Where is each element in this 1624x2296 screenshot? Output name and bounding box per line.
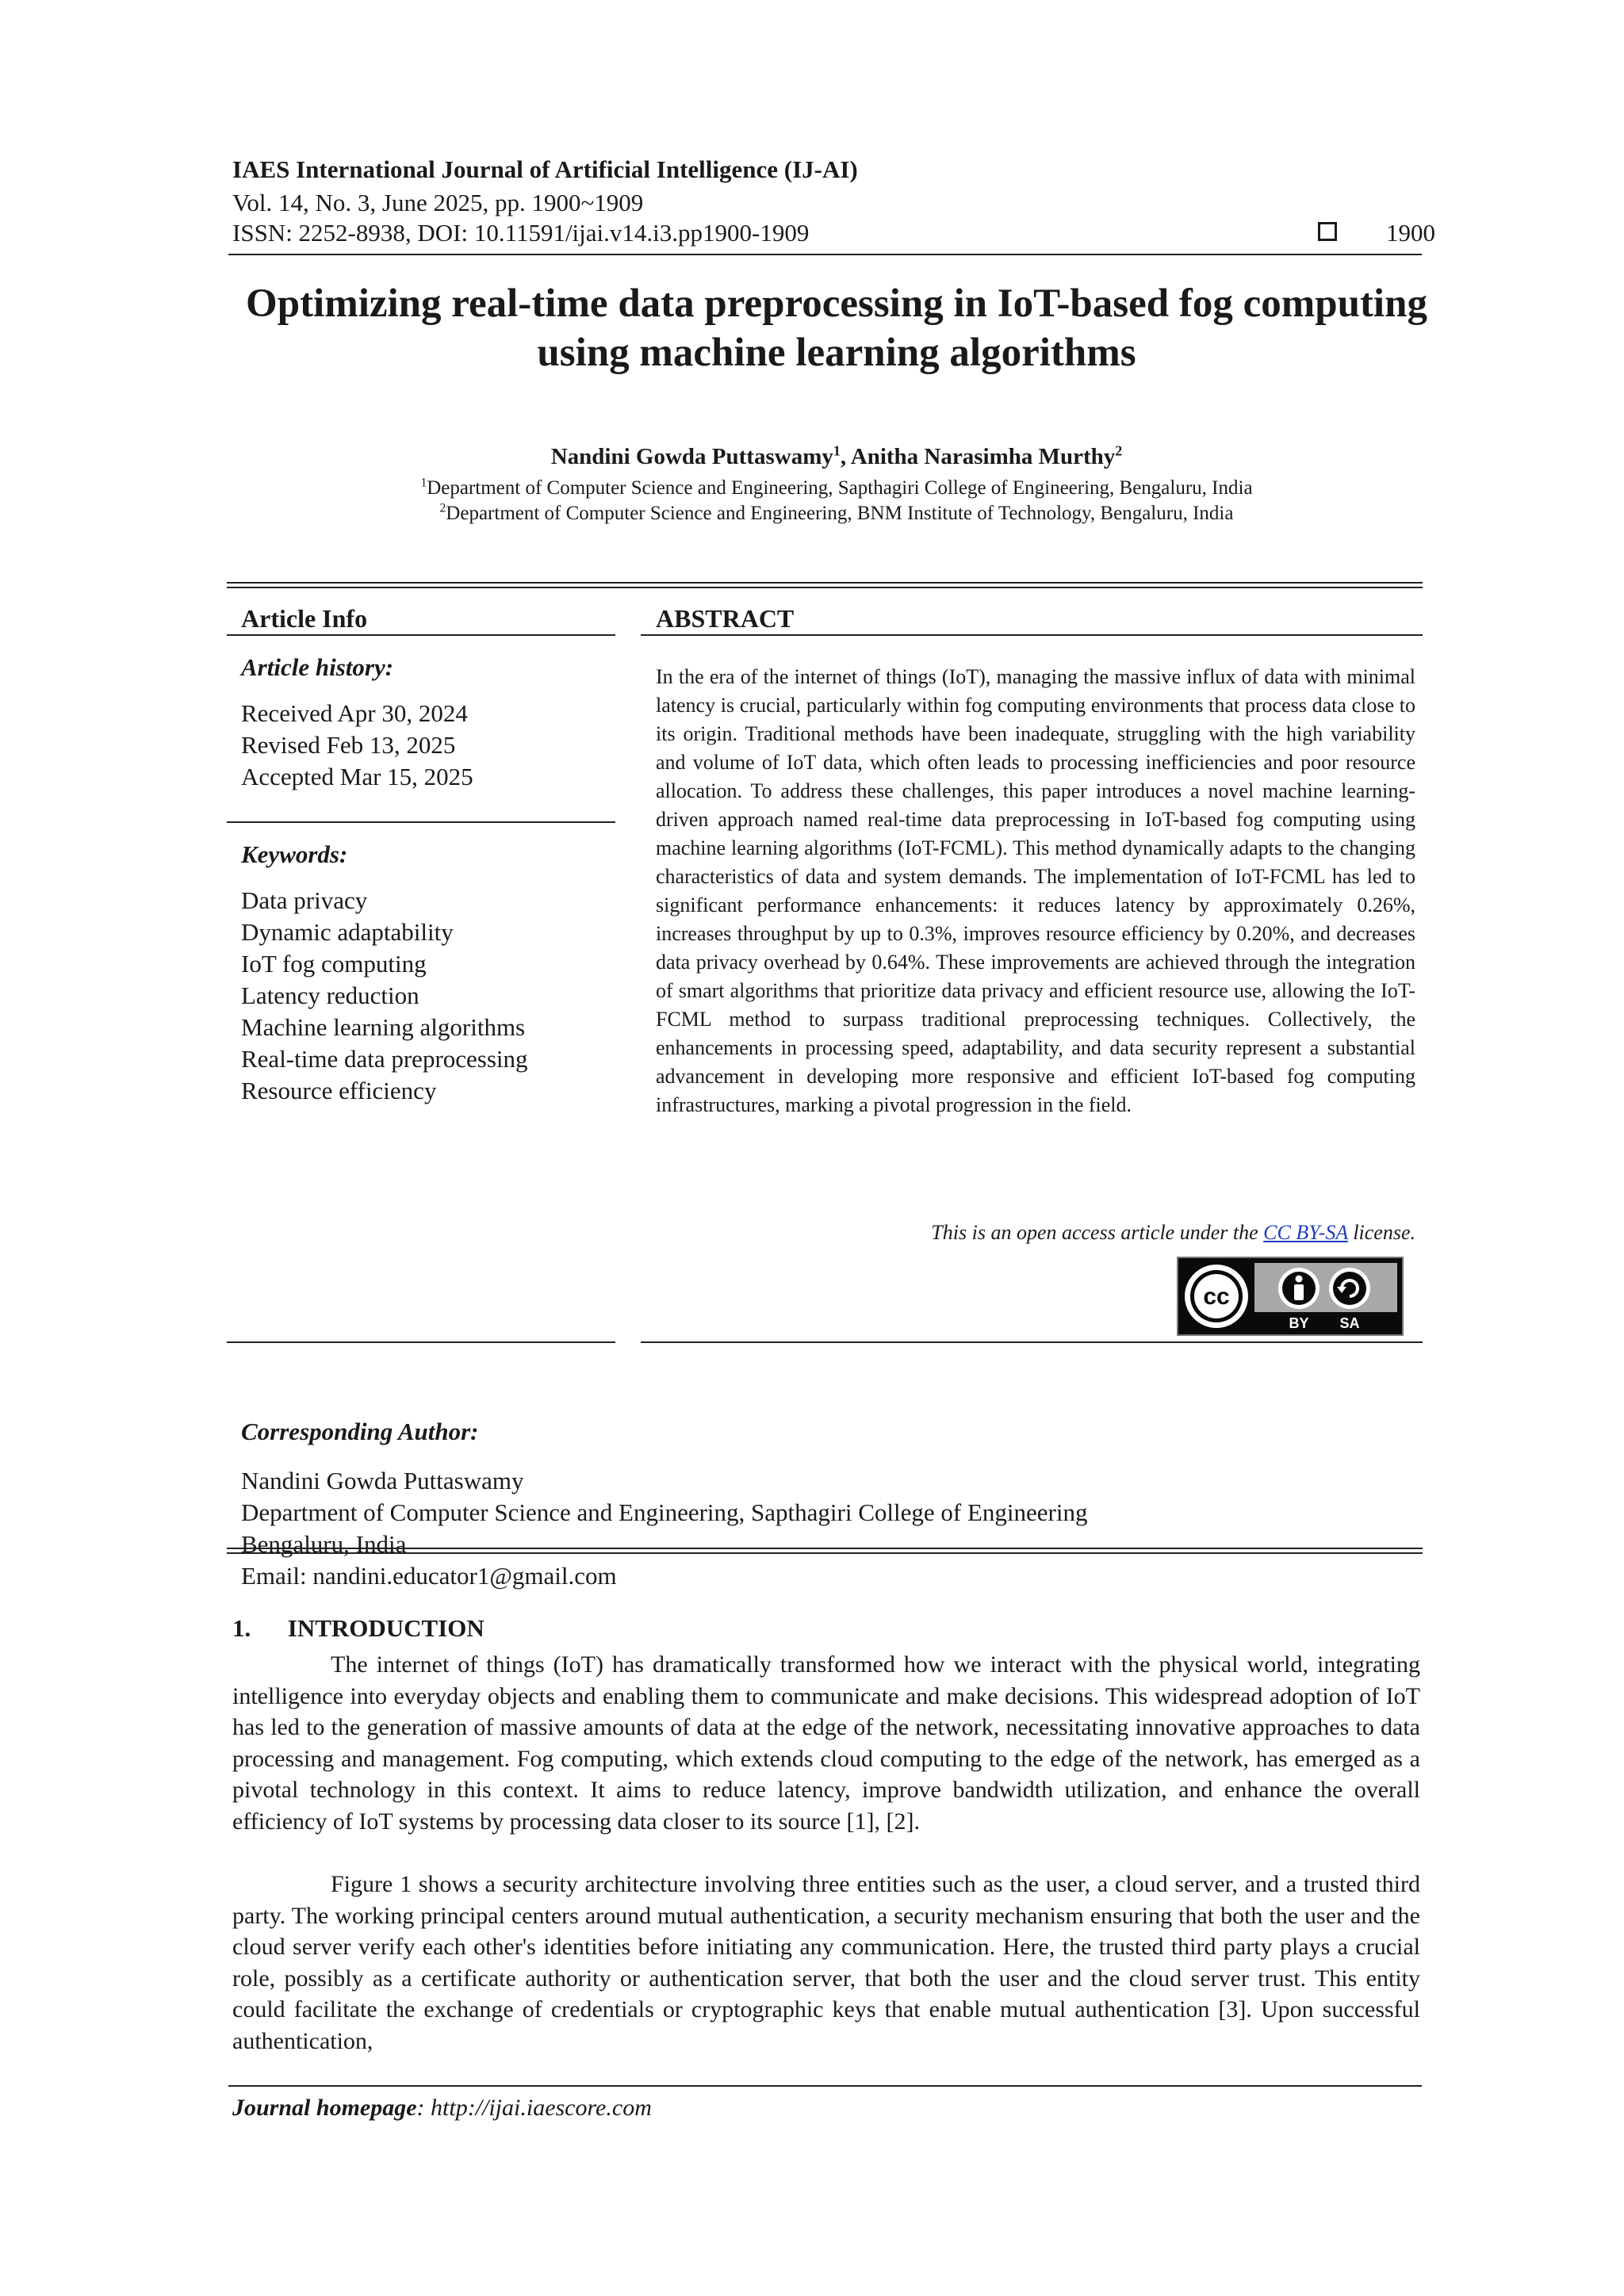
author-separator: , [840, 444, 851, 469]
homepage-label: Journal homepage [232, 2095, 417, 2121]
abstract-rule [641, 634, 1423, 636]
journal-name: IAES International Journal of Artificial Intelligence (IJ-AI) [232, 155, 858, 183]
article-info-heading: Article Info [241, 604, 368, 633]
license-suffix: license. [1347, 1221, 1415, 1244]
cc-by-sa-badge[interactable] [1177, 1257, 1404, 1336]
history-rule [227, 821, 615, 823]
issn-line: ISSN: 2252-8938, DOI: 10.11591/ijai.v14.i3.pp1900-1909 [232, 219, 810, 247]
accepted-date: Accepted Mar 15, 2025 [241, 763, 473, 790]
article-info-rule [227, 634, 615, 636]
info-box-top-rule [227, 582, 1423, 584]
keyword-item: Dynamic adaptability [241, 918, 454, 946]
corresponding-department: Department of Computer Science and Engineering, Sapthagiri College of Engineering [241, 1498, 1088, 1526]
attribution-person-icon [1278, 1268, 1320, 1309]
author-name: Anitha Narasimha Murthy [850, 444, 1116, 469]
keywords-heading: Keywords: [241, 840, 348, 868]
history-heading: Article history: [241, 653, 394, 681]
keyword-item: Latency reduction [241, 982, 419, 1009]
info-box-top-rule [227, 587, 1423, 588]
corresponding-heading: Corresponding Author: [241, 1418, 479, 1445]
section-heading: 1. INTRODUCTION [232, 1614, 485, 1642]
abstract-text: In the era of the internet of things (IoT), managing the massive influx of data with minimal latency is crucial, particularly within fog computing environments that process data close to its origin. Traditional methods have been inadequate, struggling with the high variability and volume of IoT data, which often leads to processing inefficiencies and poor resource allocation. To address these challenges, this paper introduces a novel machine learning-driven approach named real-time data preprocessing in IoT-based fog computing using machine learning algorithms (IoT-FCML). This method dynamically adapts to the changing characteristics of data and system demands. The implementation of IoT-FCML has led to significant performance enhancements: it reduces latency by approximately 0.26%, increases throughput by up to 0.3%, improves resource efficiency by 0.20%, and decreases data privacy overhead by 0.64%. These improvements are achieved through the integration of smart algorithms that prioritize data privacy and efficient resource use, allowing the IoT-FCML method to surpass traditional preprocessing techniques. Collectively, the enhancements in processing speed, adaptability, and data security represent a substantial advancement in developing more responsive and efficient IoT-based fog computing infrastructures, marking a pivotal progression in the field. [656, 665, 1415, 1116]
author-affil-marker: 2 [1115, 442, 1123, 459]
article-history [241, 698, 473, 793]
intro-paragraph: The internet of things (IoT) has dramatically transformed how we interact with the physical world, integrating intelligence into everyday objects and enabling them to communicate and make decisions. This widespread adoption of IoT has led to the generation of massive amounts of data at the edge of the network, necessitating innovative approaches to data processing and management. Fog computing, which extends cloud computing to the edge of the network, has emerged as a pivotal technology in this context. It aims to reduce latency, improve bandwidth utilization, and enhance the overall efficiency of IoT systems by processing data closer to its source [1], [2]. [232, 1651, 1420, 1835]
keyword-list [241, 885, 528, 1107]
keyword-item: Real-time data preprocessing [241, 1045, 528, 1073]
footer-rule [228, 2085, 1422, 2087]
journal-homepage [232, 2095, 652, 2122]
license-link[interactable]: CC BY-SA [1263, 1221, 1348, 1244]
keyword-item: IoT fog computing [241, 950, 427, 978]
affiliation-marker: 2 [439, 501, 446, 515]
affiliation [232, 477, 1441, 499]
author-affil-marker: 1 [833, 442, 841, 459]
affiliation-marker: 1 [420, 476, 427, 490]
header-rule [228, 254, 1422, 255]
abstract-heading: ABSTRACT [656, 604, 795, 633]
author-name: Nandini Gowda Puttaswamy [550, 444, 833, 469]
homepage-url[interactable]: : http://ijai.iaescore.com [416, 2095, 652, 2121]
cc-logo-icon [1185, 1265, 1248, 1328]
cc-badge-graphic [1178, 1258, 1402, 1334]
volume-line: Vol. 14, No. 3, June 2025, pp. 1900~1909 [232, 189, 644, 216]
affiliation [232, 503, 1441, 525]
license-prefix: This is an open access article under the [931, 1221, 1264, 1244]
author-line [232, 444, 1441, 470]
keyword-item: Machine learning algorithms [241, 1013, 526, 1041]
corresponding-author-block [241, 1418, 1087, 1592]
corresponding-name: Nandini Gowda Puttaswamy [241, 1467, 524, 1494]
keyword-item: Data privacy [241, 886, 368, 914]
license-statement [656, 1221, 1415, 1245]
square-bullet-icon [1318, 222, 1337, 241]
share-alike-icon [1329, 1268, 1370, 1309]
received-date: Received Apr 30, 2024 [241, 699, 468, 727]
cc-text: cc [1203, 1284, 1230, 1310]
badge-sa-label: SA [1339, 1315, 1360, 1331]
intro-paragraph: Figure 1 shows a security architecture involving three entities such as the user, a cloud server, and a trusted third party. The working principal centers around mutual authentication, a security mechanism ensuring that both the user and the cloud server verify each other's identities before initiating any communication. Here, the trusted third party plays a crucial role, possibly as a certificate authority or authentication server, that both the user and the cloud server trust. This entity could facilitate the exchange of credentials or cryptographic keys that enable mutual authentication [3]. Upon successful authentication, [232, 1871, 1420, 2054]
paper-title: Optimizing real-time data preprocessing in IoT-based fog computing using machine learning algorithms [246, 281, 1427, 375]
affiliation-text: Department of Computer Science and Engineering, BNM Institute of Technology, Bengaluru, India [446, 503, 1234, 524]
page-number: 1900 [1386, 219, 1435, 247]
revised-date: Revised Feb 13, 2025 [241, 731, 456, 759]
affiliation-text: Department of Computer Science and Engineering, Sapthagiri College of Engineering, Bengaluru, India [427, 477, 1253, 499]
corresponding-email[interactable]: Email: nandini.educator1@gmail.com [241, 1562, 617, 1590]
abstract-end-rule [641, 1341, 1423, 1343]
keywords-end-rule [227, 1341, 615, 1343]
keyword-item: Resource efficiency [241, 1077, 437, 1104]
corresponding-city: Bengaluru, India [241, 1530, 407, 1558]
badge-by-label: BY [1289, 1315, 1309, 1331]
